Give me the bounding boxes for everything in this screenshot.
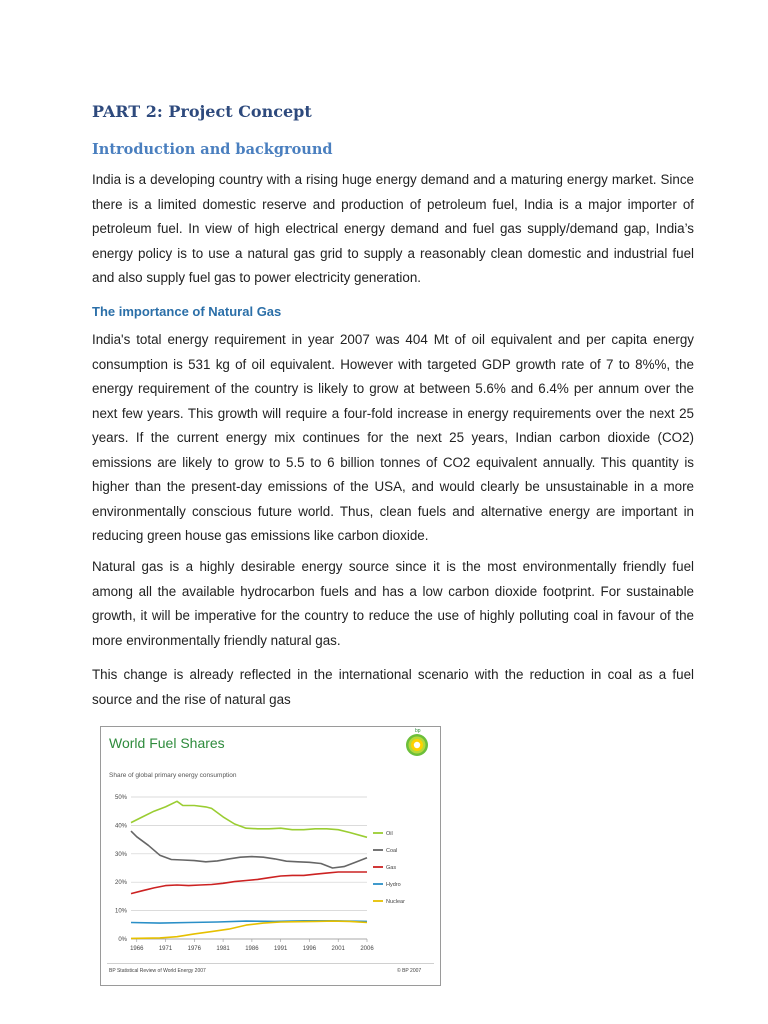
legend-label-gas: Gas: [386, 865, 397, 871]
y-tick-label: 50%: [114, 795, 127, 801]
figure-divider: [107, 963, 434, 964]
y-tick-label: 30%: [114, 851, 127, 858]
series-line-gas: [131, 872, 367, 894]
chart-source: BP Statistical Review of World Energy 2007: [109, 968, 206, 974]
series-line-coal: [131, 831, 367, 868]
paragraph-international: This change is already reflected in the international scenario with the reduction in coal as a fuel source and the rise of natural gas: [92, 667, 694, 707]
chart-title: World Fuel Shares: [109, 735, 225, 751]
line-chart: [101, 727, 440, 985]
y-tick-label: 20%: [114, 880, 127, 887]
page-title: PART 2: Project Concept: [92, 102, 312, 121]
section-subtitle: Introduction and background: [92, 141, 333, 158]
x-tick-label: 1991: [273, 946, 288, 952]
world-fuel-shares-figure: [100, 726, 441, 986]
x-tick-label: 2001: [331, 946, 345, 952]
legend-label-hydro: Hydro: [386, 882, 401, 888]
series-line-oil: [131, 801, 367, 837]
paragraph-natural-gas: Natural gas is a highly desirable energy source since it is the most environmentally friendly fuel among all the available hydrocarbon fuels and has a low carbon dioxide footprint. For sustainable growth, it will be imperative for the country to reduce the use of highly polluting coal in favour of the more environmentally friendly natural gas.: [92, 559, 694, 648]
y-tick-label: 40%: [114, 823, 127, 830]
paragraph-intro: India is a developing country with a rising huge energy demand and a maturing energy market. Since there is a limited domestic reserve and production of petroleum fuel, India is a major importer of petroleum fuel. In view of high electrical energy demand and fuel gas supply/demand gap, India’s energy policy is to use a natural gas grid to supply a reasonably clean domestic and industrial fuel and also supply fuel gas to power electricity generation.: [92, 172, 694, 285]
x-tick-label: 1966: [130, 946, 144, 952]
legend-label-nuclear: Nuclear: [386, 899, 405, 905]
y-tick-label: 0%: [118, 937, 127, 943]
bp-logo-text: bp: [415, 728, 421, 734]
y-tick-label: 10%: [114, 908, 127, 915]
legend-label-coal: Coal: [386, 848, 398, 854]
x-tick-label: 1971: [158, 946, 173, 952]
chart-subtitle: Share of global primary energy consumption: [109, 772, 237, 779]
chart-copyright: © BP 2007: [397, 968, 422, 974]
section-heading: The importance of Natural Gas: [92, 304, 282, 319]
x-tick-label: 1996: [302, 946, 317, 952]
paragraph-energy-requirement: India's total energy requirement in year 2007 was 404 Mt of oil equivalent and per capita energy consumption is 531 kg of oil equivalent. However with targeted GDP growth rate of 7 to 8%%, the energy requirement of the country is likely to grow at between 5.6% and 6.4% per annum over the next few years. This growth will require a four-fold increase in energy requirements over the next 25 years. If the current energy mix continues for the next 25 years, Indian carbon dioxide (CO2) emissions are likely to grow to 5.5 to 6 billion tonnes of CO2 equivalent annually. This quantity is higher than the present-day emissions of the USA, and would clearly be unsustainable in a more environmentally conscious future world. Thus, clean fuels and alternative energy are important in reducing green house gas emissions like carbon dioxide.: [92, 332, 694, 543]
x-tick-label: 1981: [216, 946, 230, 952]
x-tick-label: 1976: [187, 946, 201, 952]
x-tick-label: 1986: [245, 946, 259, 952]
x-tick-label: 2006: [360, 946, 374, 952]
legend-label-oil: Oil: [386, 831, 393, 837]
